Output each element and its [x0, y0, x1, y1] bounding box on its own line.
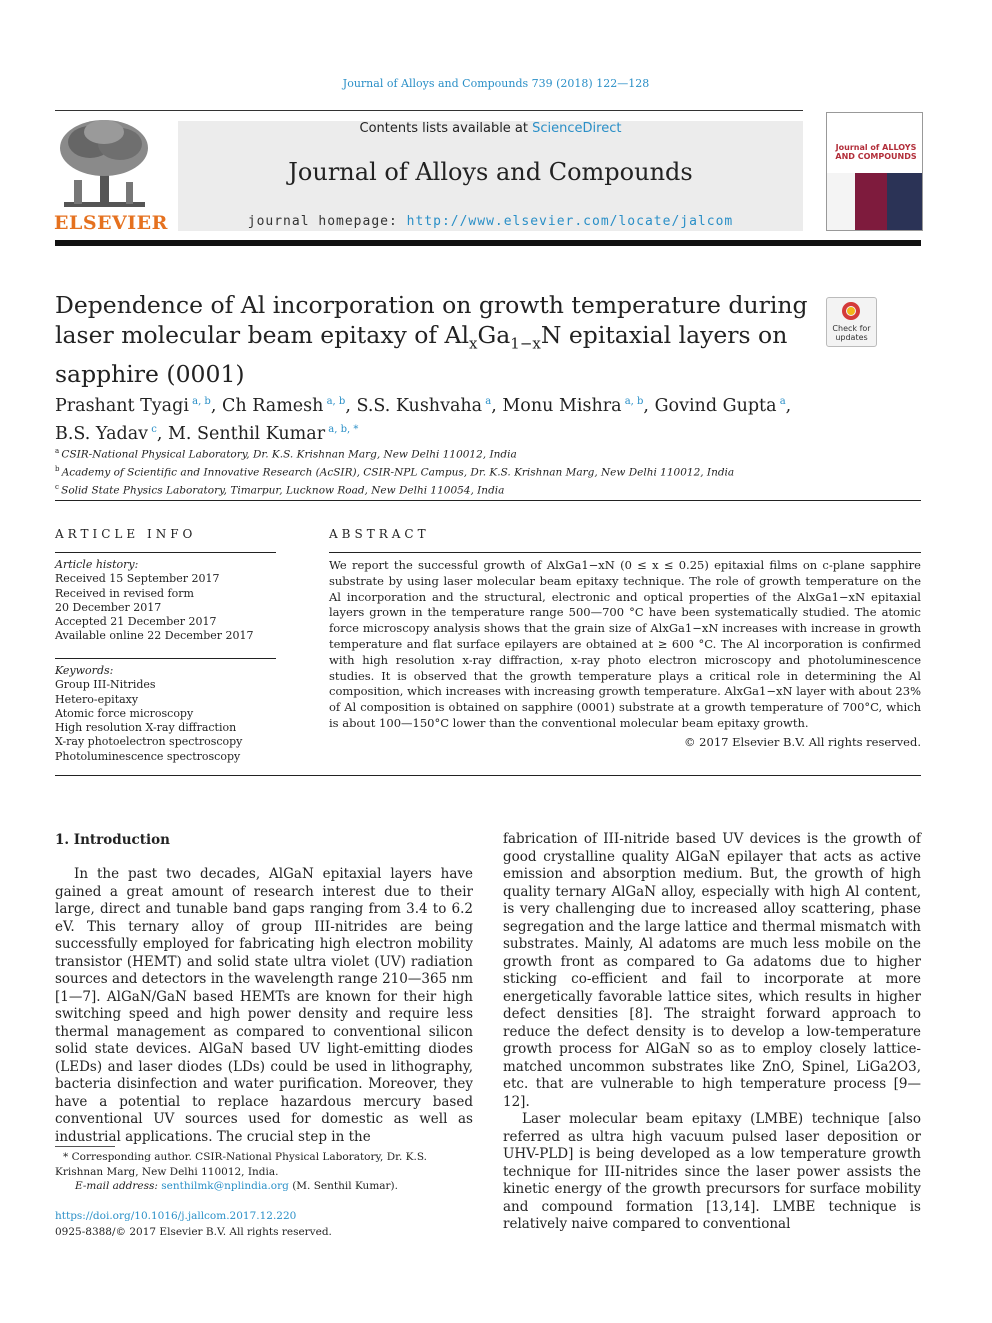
corresponding-author-note: * Corresponding author. CSIR-National Physical Laboratory, Dr. K.S. Krishnan Marg, New Delhi 110012, India. [55, 1151, 428, 1178]
history-item: Received 15 September 2017 [55, 572, 220, 586]
article-info-heading: ARTICLE INFO [55, 527, 197, 541]
keyword-item: Group III-Nitrides [55, 678, 156, 692]
author-separator: , [345, 395, 357, 416]
author-affiliation-marker[interactable]: a, b [621, 396, 644, 407]
email-suffix: (M. Senthil Kumar). [288, 1180, 398, 1192]
body-column-right [503, 831, 921, 1234]
body-paragraph: In the past two decades, AlGaN epitaxial layers have gained a great amount of research interest due to their large, direct and tunable band gaps ranging from 3.4 to 6.2 eV. This ternary alloy of group III-nitrides are being successfully employed for fabricating high electron mobility transistor (HEMT) and solid state ultra violet (UV) radiation sources and detectors in the wavelength range 210—365 nm [1—7]. AlGaN/GaN based HEMTs are known for their high switching speed and high power density and require less thermal management as compared to conventional silicon solid state devices. AlGaN based UV light-emitting diodes (LEDs) and laser diodes (LDs) could be used in lithography, bacteria disinfection and water purification. Moreover, they have a potential to replace hazardous mercury based conventional UV sources used for domestic as well as industrial applications. The crucial step in the [55, 866, 473, 1145]
author-separator: , [643, 395, 655, 416]
keyword-item: X-ray photoelectron spectroscopy [55, 735, 243, 749]
check-for-updates-button[interactable] [826, 297, 877, 347]
affiliation-label: a [55, 447, 62, 455]
email-label: E-mail address: [75, 1180, 162, 1192]
affiliation [55, 444, 855, 462]
title-subscript: 1−x [510, 334, 541, 353]
author-separator: , [785, 395, 792, 416]
check-updates-label: Check for updates [832, 324, 871, 342]
sciencedirect-link[interactable]: ScienceDirect [532, 121, 622, 136]
author-separator: , [210, 395, 222, 416]
history-item: Available online 22 December 2017 [55, 629, 254, 643]
journal-cover-image [826, 112, 923, 231]
body-paragraph: Laser molecular beam epitaxy (LMBE) technique [also referred as ultra high vacuum pulsed laser deposition or UHV-PLD] is being developed as a low temperature growth technique for III-nitrides since the laser power assists the kinetic energy of the growth precursors for surface mobility and compound formation [13,14]. LMBE technique is relatively naive compared to conventional [503, 1111, 921, 1232]
author-separator: , [491, 395, 503, 416]
keyword-item: Photoluminescence spectroscopy [55, 749, 241, 763]
issn-copyright: 0925-8388/© 2017 Elsevier B.V. All rights reserved. [55, 1226, 332, 1238]
header-rule [55, 240, 921, 246]
keyword-item: Atomic force microscopy [55, 706, 194, 720]
affiliation-text: Academy of Scientific and Innovative Research (AcSIR), CSIR-NPL Campus, Dr. K.S. Krishnan Marg, New Delhi 110012, India [61, 466, 735, 479]
keywords-list [55, 678, 276, 764]
affiliation [55, 480, 855, 498]
footnote-rule [55, 1146, 115, 1147]
abstract-text: We report the successful growth of AlxGa1−xN (0 ≤ x ≤ 0.25) epitaxial films on c-plane sapphire substrate by using laser molecular beam epitaxy technique. The role of growth temperature on the Al incorporation and the structural, electronic and optical properties of the AlxGa1−xN epitaxial layers grown in the temperature range 500—700 °C have been systematically studied. The atomic force microscopy analysis shows that the grain size of AlxGa1−xN increases with increase in growth temperature and flat surface epilayers are obtained at ≥ 600 °C. The Al incorporation is confirmed with high resolution x-ray diffraction, x-ray photo electron microscopy and photoluminescence studies. It is observed that the growth temperature plays a critical role in determining the Al composition, which increases with increasing growth temperature. AlxGa1−xN layer with about 23% of Al composition is obtained on sapphire (0001) substrate at a growth temperature of 700°C, which is about 100—150°C lower than the conventional molecular beam epitaxy growth. [329, 558, 921, 730]
author-name[interactable]: Prashant Tyagi [55, 395, 189, 416]
divider [329, 552, 921, 553]
affiliation [55, 462, 855, 480]
journal-homepage [178, 214, 803, 229]
history-item: Received in revised form [55, 586, 194, 600]
divider [55, 658, 276, 659]
keywords-label: Keywords: [55, 664, 114, 677]
email-link[interactable]: senthilmk@nplindia.org [161, 1180, 289, 1192]
cover-block [855, 173, 887, 230]
author-affiliation-marker[interactable]: a [482, 396, 492, 407]
author-name[interactable]: Ch Ramesh [221, 395, 324, 416]
title-subscript: x [469, 334, 478, 353]
article-history [55, 558, 276, 644]
footnote [55, 1150, 473, 1194]
history-item: 20 December 2017 [55, 600, 162, 614]
author-affiliation-marker[interactable]: a, b [188, 396, 211, 407]
author-name[interactable]: Monu Mishra [502, 395, 622, 416]
cover-block [827, 173, 855, 230]
cover-title: Journal of ALLOYS AND COMPOUNDS [835, 143, 917, 161]
title-text: N epitaxial layers on sapphire (0001) [55, 321, 788, 388]
email-line [55, 1179, 473, 1194]
body-paragraph: fabrication of III-nitride based UV devices is the growth of good crystalline quality AlGaN epilayer that acts as active emission and absorption medium. But, the growth of high quality ternary AlGaN alloy, especially with high Al content, is very challenging due to increased alloy scattering, phase segregation and the large lattice and thermal mismatch with substrates. Mainly, Al adatoms are much less mobile on the growth front as compared to Ga adatoms due to higher sticking co-efficient and fail to incorporate at more energetically favorable lattice sites, which results in higher defect densities [8]. The straight forward approach to reduce the defect density is to develop a low-temperature growth process for AlGaN so as to employ closely lattice-matched uncommon substrates like ZnO, Spinel, LiGa2O3, etc. that are vulnerable to high temperature process [9—12]. [503, 831, 921, 1110]
history-item: Accepted 21 December 2017 [55, 615, 217, 629]
history-label: Article history: [55, 558, 139, 571]
journal-citation[interactable]: Journal of Alloys and Compounds 739 (2018) 122—128 [342, 77, 650, 90]
affiliation-text: Solid State Physics Laboratory, Timarpur, Lucknow Road, New Delhi 110054, India [61, 484, 505, 497]
author-affiliation-marker[interactable]: c [148, 423, 157, 435]
body-column-left [55, 866, 473, 1146]
doi-link[interactable]: https://doi.org/10.1016/j.jallcom.2017.12.220 [55, 1210, 297, 1222]
divider [55, 775, 921, 776]
contents-prefix: Contents lists available at [359, 121, 533, 136]
title-text: Ga [477, 321, 511, 349]
author-name[interactable]: Govind Gupta [654, 395, 777, 416]
homepage-link[interactable]: http://www.elsevier.com/locate/jalcom [406, 214, 734, 229]
author-name[interactable]: B.S. Yadav [55, 423, 149, 444]
abstract-heading: ABSTRACT [329, 527, 430, 541]
divider [55, 500, 921, 501]
title-text: Dependence of Al incorporation on growth temperature during laser molecular beam epitaxy of Al [55, 291, 808, 349]
affiliation-label: c [55, 483, 62, 491]
author-affiliation-marker[interactable]: a, b [323, 396, 346, 407]
article-title [55, 290, 815, 389]
section-heading: 1. Introduction [55, 832, 170, 848]
keywords [55, 664, 276, 764]
elsevier-wordmark: ELSEVIER [54, 212, 168, 234]
author-affiliation-marker[interactable]: a [776, 396, 786, 407]
journal-title: Journal of Alloys and Compounds [288, 158, 693, 186]
check-updates-icon-center [847, 307, 855, 315]
divider [55, 552, 276, 553]
keyword-item: High resolution X-ray diffraction [55, 721, 237, 735]
homepage-label: journal homepage: [247, 214, 407, 229]
keyword-item: Hetero-epitaxy [55, 692, 139, 706]
abstract-copyright: © 2017 Elsevier B.V. All rights reserved. [684, 735, 921, 749]
author-name[interactable]: M. Senthil Kumar [168, 423, 326, 444]
affiliation-text: CSIR-National Physical Laboratory, Dr. K.S. Krishnan Marg, New Delhi 110012, India [61, 448, 517, 461]
affiliation-label: b [55, 465, 62, 473]
cover-block [887, 173, 922, 230]
contents-line [178, 121, 803, 136]
author-separator: , [156, 423, 168, 444]
author-name[interactable]: S.S. Kushvaha [356, 395, 483, 416]
author-list [55, 390, 855, 446]
affiliations [55, 444, 855, 498]
history-list [55, 572, 276, 643]
author-affiliation-marker[interactable]: a, b, * [325, 423, 359, 435]
divider [55, 110, 803, 111]
